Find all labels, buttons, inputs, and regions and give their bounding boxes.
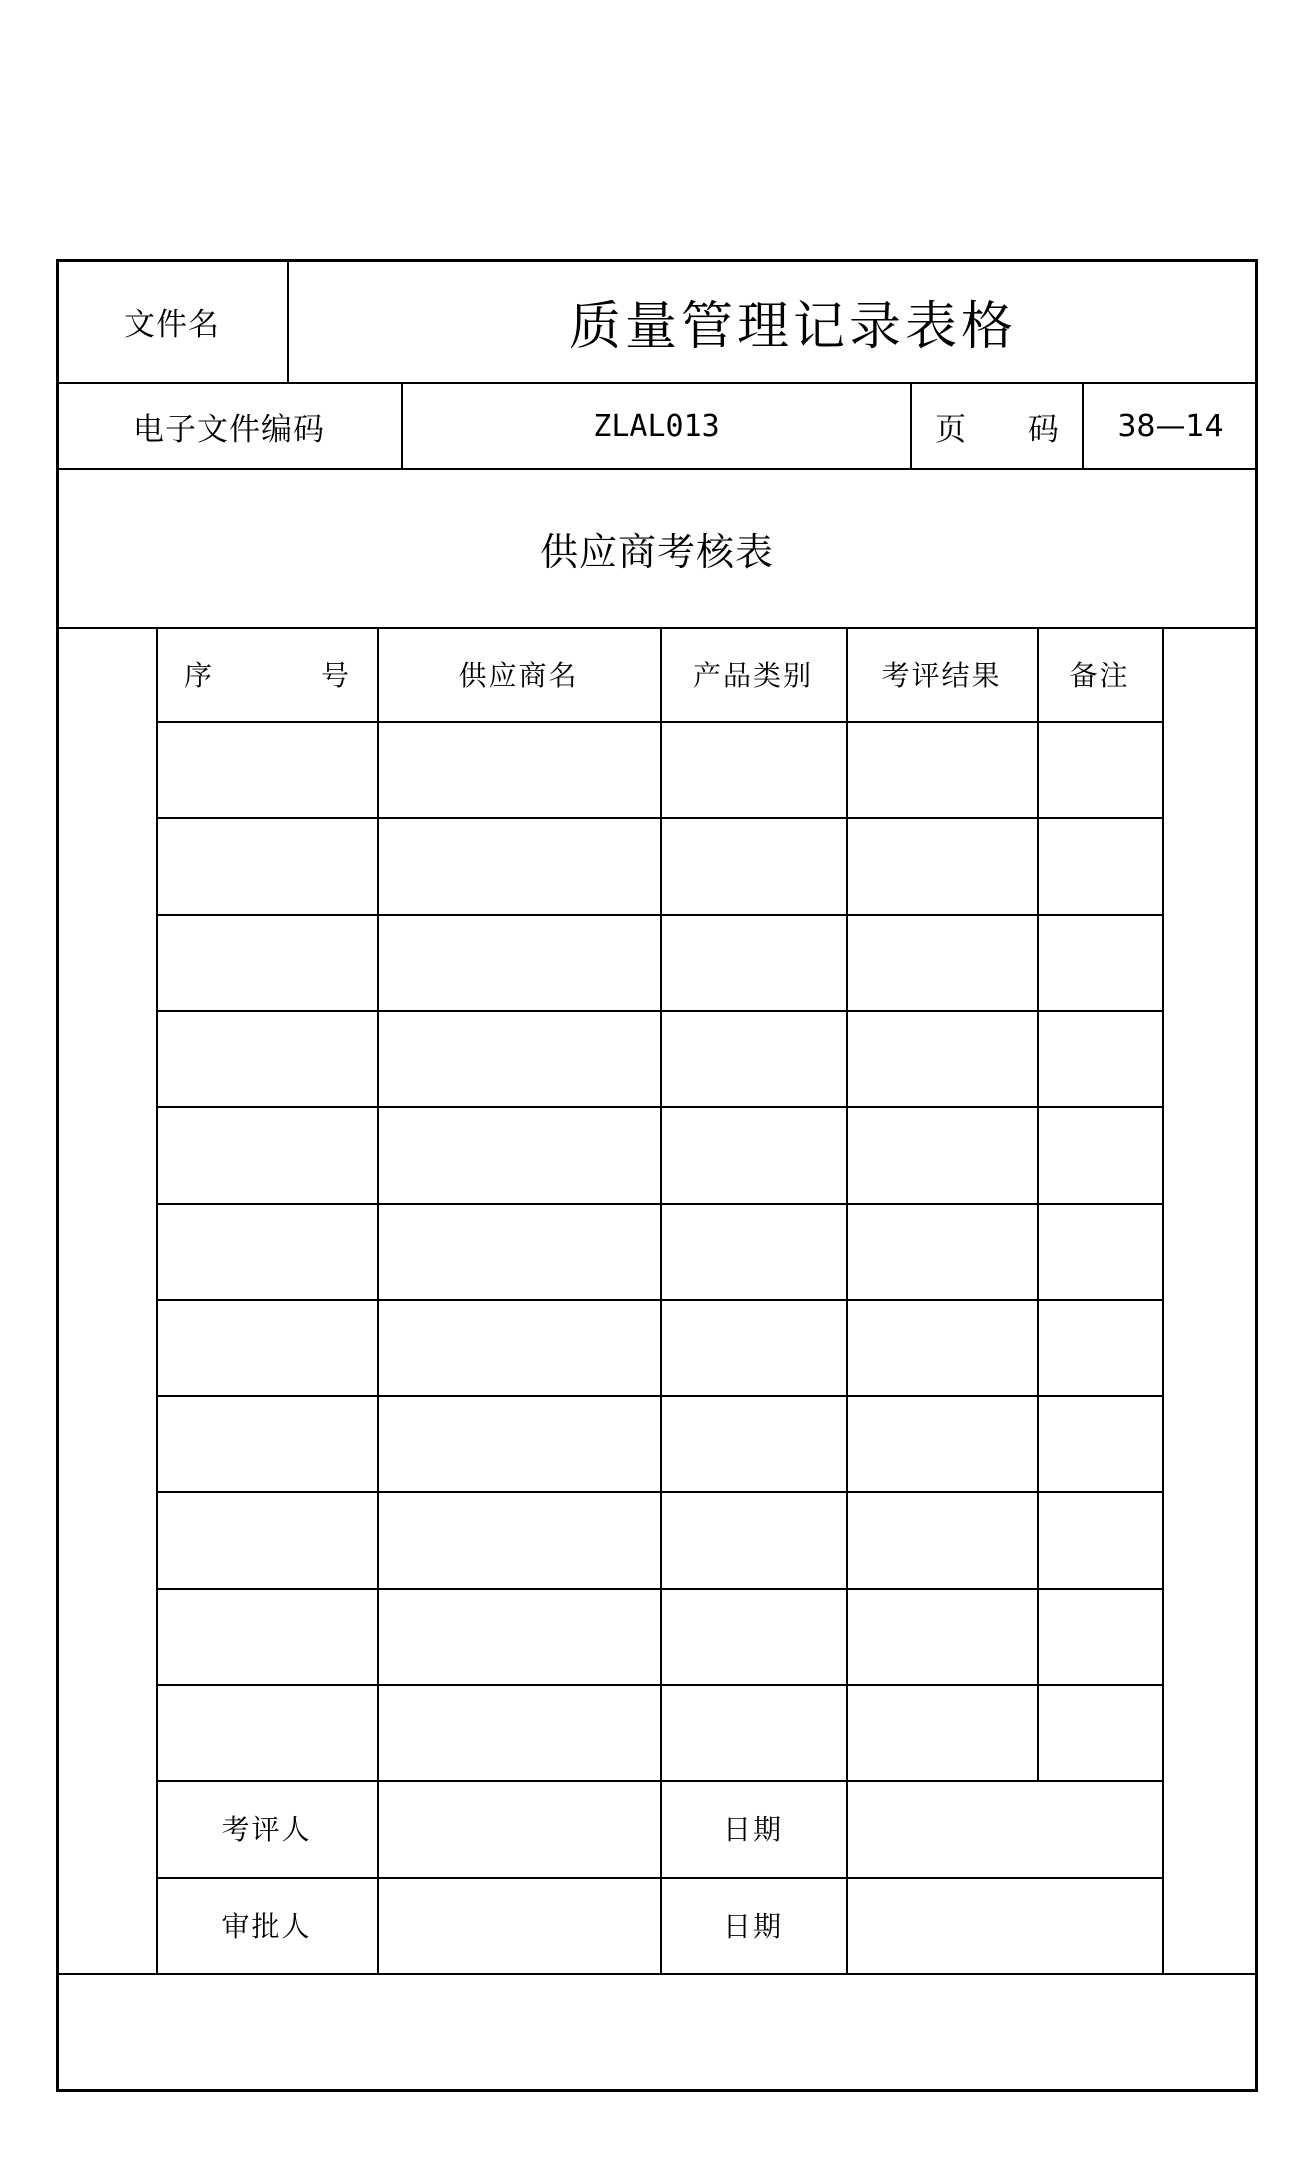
electronic-code-label: 电子文件编码 — [133, 411, 325, 448]
signature-role-label: 考评人 — [221, 1813, 312, 1847]
page-label: 页 码 — [935, 411, 1085, 448]
table-cell[interactable] — [846, 1588, 1037, 1684]
table-cell[interactable] — [846, 914, 1037, 1010]
table-cell[interactable] — [1037, 817, 1162, 913]
signature-role-label: 审批人 — [221, 1909, 312, 1943]
electronic-code-value: ZLAL013 — [593, 408, 720, 444]
table-cell[interactable] — [156, 1010, 377, 1106]
table-cell[interactable] — [377, 914, 660, 1010]
table-cell[interactable] — [1037, 1203, 1162, 1299]
table-cell[interactable] — [156, 817, 377, 913]
table-cell[interactable] — [660, 1684, 846, 1780]
signature-date-field[interactable] — [846, 1877, 1162, 1973]
table-cell[interactable] — [846, 1299, 1037, 1395]
document-title: 质量管理记录表格 — [568, 296, 1017, 357]
file-name-label: 文件名 — [124, 306, 220, 343]
table-cell[interactable] — [660, 1106, 846, 1202]
table-cell[interactable] — [846, 1491, 1037, 1587]
table-cell[interactable] — [1037, 1395, 1162, 1491]
table-cell[interactable] — [1037, 914, 1162, 1010]
signature-date-label: 日期 — [722, 1813, 783, 1847]
table-cell[interactable] — [377, 1491, 660, 1587]
table-cell[interactable] — [846, 1106, 1037, 1202]
table-cell[interactable] — [846, 1684, 1037, 1780]
table-cell[interactable] — [1037, 1299, 1162, 1395]
table-cell[interactable] — [660, 1491, 846, 1587]
col-head-result: 考评结果 — [881, 659, 1002, 692]
table-cell[interactable] — [846, 721, 1037, 817]
table-cell[interactable] — [660, 817, 846, 913]
table-cell[interactable] — [156, 1684, 377, 1780]
form-title: 供应商考核表 — [539, 529, 774, 574]
table-cell[interactable] — [156, 1588, 377, 1684]
table-cell[interactable] — [377, 1588, 660, 1684]
table-cell[interactable] — [377, 721, 660, 817]
footer-divider — [56, 1973, 1258, 1975]
table-cell[interactable] — [156, 1491, 377, 1587]
table-cell[interactable] — [660, 721, 846, 817]
table-cell[interactable] — [156, 1203, 377, 1299]
table-cell[interactable] — [660, 1299, 846, 1395]
table-cell[interactable] — [156, 1106, 377, 1202]
table-cell[interactable] — [156, 914, 377, 1010]
col-head-category: 产品类别 — [692, 659, 813, 692]
table-cell[interactable] — [1037, 1588, 1162, 1684]
table-cell[interactable] — [377, 1010, 660, 1106]
table-cell[interactable] — [156, 1299, 377, 1395]
table-cell[interactable] — [156, 1395, 377, 1491]
table-cell[interactable] — [846, 1203, 1037, 1299]
table-cell[interactable] — [377, 1684, 660, 1780]
table-cell[interactable] — [1037, 1010, 1162, 1106]
table-cell[interactable] — [660, 1588, 846, 1684]
table-cell[interactable] — [660, 914, 846, 1010]
col-head-seq: 序 号 — [184, 659, 399, 692]
table-cell[interactable] — [377, 1106, 660, 1202]
col-head-remark: 备注 — [1069, 659, 1130, 692]
table-cell[interactable] — [1037, 1106, 1162, 1202]
table-cell[interactable] — [377, 1395, 660, 1491]
table-cell[interactable] — [660, 1010, 846, 1106]
table-cell[interactable] — [156, 721, 377, 817]
table-cell[interactable] — [1037, 721, 1162, 817]
table-cell[interactable] — [377, 817, 660, 913]
table-right-border — [1162, 627, 1164, 1973]
signature-date-field[interactable] — [846, 1780, 1162, 1876]
table-cell[interactable] — [846, 1010, 1037, 1106]
table-cell[interactable] — [660, 1395, 846, 1491]
table-cell[interactable] — [846, 1395, 1037, 1491]
table-cell[interactable] — [846, 817, 1037, 913]
table-cell[interactable] — [660, 1203, 846, 1299]
signature-role-field[interactable] — [377, 1780, 660, 1876]
signature-role-field[interactable] — [377, 1877, 660, 1973]
table-cell[interactable] — [1037, 1684, 1162, 1780]
table-cell[interactable] — [377, 1299, 660, 1395]
col-head-supplier: 供应商名 — [458, 659, 579, 692]
table-cell[interactable] — [1037, 1491, 1162, 1587]
signature-date-label: 日期 — [722, 1909, 783, 1943]
page-number: 38—14 — [1117, 408, 1224, 444]
table-cell[interactable] — [377, 1203, 660, 1299]
